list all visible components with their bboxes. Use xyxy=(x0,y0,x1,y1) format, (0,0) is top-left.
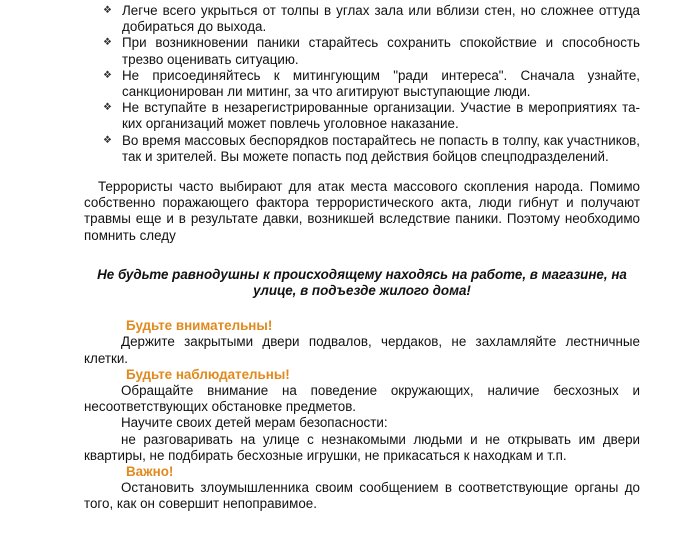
diamond-bullet-icon: ❖ xyxy=(103,5,112,16)
diamond-bullet-icon: ❖ xyxy=(103,37,112,49)
text-teach: Научите своих детей мерам безопасности: xyxy=(121,415,388,431)
text-observant: Обращайте внимание на поведение окружающих, наличие бесхозных и несоответствующих обстановке предметов. xyxy=(84,383,640,415)
diamond-bullet-icon: ❖ xyxy=(103,134,112,146)
diamond-bullet-icon: ❖ xyxy=(103,69,112,81)
text-attentive: Держите закрытыми двери подвалов, чердаков, не захламляйте лестничные клетки. xyxy=(84,334,640,366)
terror-paragraph: Террористы часто выбирают для атак места массового скопления народа. Помимо собственно поражающего фактора террористического акта, люди гибнут и получают травмы еще и в результате давки, возникшей вследствие паники. Поэтому необходимо помнить следу xyxy=(84,179,640,243)
heading-observant: Будьте наблюдательны! xyxy=(126,366,290,382)
bullet-item: ❖ Не вступайте в незарегистрированные организации. Участие в мероприятиях та-ких организаций может повлечь уголовное наказание. xyxy=(103,100,640,132)
safety-bullet-list xyxy=(84,3,640,165)
heading-important: Важно! xyxy=(126,464,174,480)
text-rules: не разговаривать на улице с незнакомыми людьми и не открывать им двери квартиры, не подбирать бесхозные игрушки, не прикасаться к находкам и т.п. xyxy=(84,431,640,463)
emphasis-warning: Не будьте равнодушны к происходящему находясь на работе, в магазине, на улице, в подъезде жилого дома! xyxy=(97,266,627,299)
document-page xyxy=(84,3,640,513)
bullet-item: ❖ Легче всего укрыться от толпы в углах зала или вблизи стен, но сложнее оттуда добираться до выхода. xyxy=(103,3,640,35)
bullet-item: ❖ Не присоединяйтесь к митингующим "ради интереса". Сначала узнайте, санкционирован ли митинг, за что агитируют выступающие люди. xyxy=(103,67,640,100)
diamond-bullet-icon: ❖ xyxy=(103,102,112,114)
text-important: Остановить злоумышленника своим сообщением в соответствующие органы до того, как он совершит непоправимое. xyxy=(84,480,640,512)
bullet-item: ❖ При возникновении паники старайтесь сохранить спокойствие и способность трезво оценивать ситуацию. xyxy=(103,35,640,67)
bullet-item: ❖ Во время массовых беспорядков постарайтесь не попасть в толпу, как участников, так и зрителей. Вы можете попасть под действия бойцов спецподразделений. xyxy=(103,132,640,164)
heading-attentive: Будьте внимательны! xyxy=(126,318,273,334)
